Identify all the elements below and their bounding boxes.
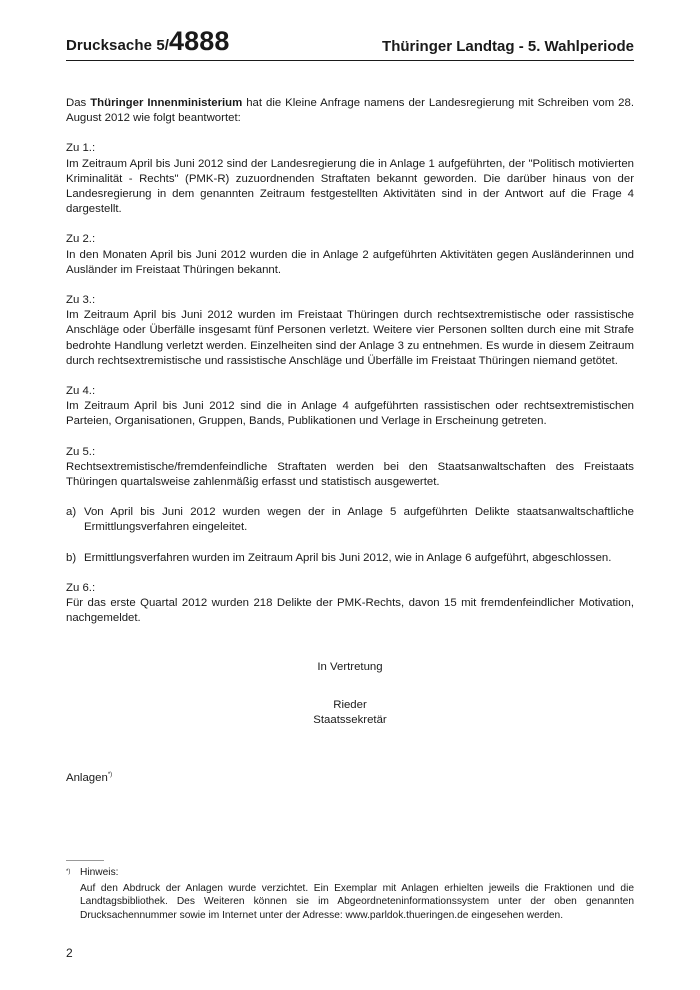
sub-item-a — [66, 505, 634, 535]
answer-6-heading: Zu 6.: — [66, 581, 96, 594]
intro-post: hat die Kleine Anfrage namens der Landesregierung mit Schreiben vom 28. August 2012 wie folgt beantwortet: — [66, 97, 634, 125]
document-number-value: 4888 — [169, 26, 230, 56]
attachments-note — [66, 772, 112, 784]
answer-3-heading: Zu 3.: — [66, 294, 96, 307]
document-number-prefix: Drucksache 5/ — [66, 37, 170, 54]
answer-3-text: Im Zeitraum April bis Juni 2012 wurden im Freistaat Thüringen durch rechtsextremistische oder rassistische Anschläge oder Überfälle insgesamt fünf Personen verletzt. Weitere vier Personen sollten durch eine mit Strafe bedrohte Handlung verletzt werden. Einzelheiten sind der Anlage 3 zu entnehmen. Es wurde in diesem Zeitraum durch rechtsextremistische und rassistische Anschläge und Überfälle im Freistaat Thüringen niemand getötet. — [66, 309, 634, 367]
signature-line: In Vertretung — [317, 661, 383, 673]
answer-4-text: Im Zeitraum April bis Juni 2012 sind die in Anlage 4 aufgeführten rassistischen oder rechtsextremistischen Parteien, Organisationen, Gruppen, Bands, Publikationen und Verlage in Erscheinung getreten. — [66, 400, 634, 428]
parliament-title: Thüringer Landtag - 5. Wahlperiode — [382, 38, 634, 55]
document-number — [66, 28, 230, 55]
document-body — [66, 96, 634, 626]
signature-block — [66, 660, 634, 729]
footnote-title: Hinweis: — [80, 867, 119, 878]
answer-2-heading: Zu 2.: — [66, 233, 96, 246]
answer-1-heading: Zu 1.: — [66, 142, 96, 155]
answer-2-text: In den Monaten April bis Juni 2012 wurden die in Anlage 2 aufgeführten Aktivitäten gegen Ausländerinnen und Ausländer im Freistaat Thüringen bekannt. — [66, 248, 634, 276]
attachments-label: Anlagen — [66, 772, 108, 784]
signatory-name: Rieder — [333, 699, 367, 712]
page-header — [66, 26, 634, 61]
footnote-text: Auf den Abdruck der Anlagen wurde verzichtet. Ein Exemplar mit Anlagen erhielten jeweils die Fraktionen und die Landtagsbibliothek. Des Weiteren können sie im Abgeordneteninformationssystem unter der oben genannten Drucksachennummer sowie im Internet unter der Adresse: www.parldok.thueringen.de eingesehen werden. — [80, 883, 634, 921]
answer-5-text: Rechtsextremistische/fremdenfeindliche Straftaten werden bei den Staatsanwaltschaften des Freistaats Thüringen quartalsweise zahlenmäßig erfasst und statistisch ausgewertet. — [66, 460, 634, 489]
intro-pre: Das — [66, 97, 91, 109]
answer-6-text: Für das erste Quartal 2012 wurden 218 Delikte der PMK-Rechts, davon 15 mit fremdenfeindlicher Motivation, nachgemeldet. — [66, 597, 634, 625]
answer-5-heading: Zu 5.: — [66, 445, 96, 458]
intro-ministry: Thüringer Innenministerium — [90, 97, 243, 109]
footnote-divider — [66, 860, 104, 861]
answer-4-heading: Zu 4.: — [66, 385, 96, 398]
intro-paragraph — [66, 96, 634, 126]
sub-item-a-text: Von April bis Juni 2012 wurden wegen der in Anlage 5 aufgeführten Delikte staatsanwaltschaftliche Ermittlungsverfahren eingeleitet. — [84, 506, 634, 534]
footnote — [66, 866, 634, 922]
attachments-marker: *) — [107, 772, 113, 778]
sub-item-b-mark: b) — [66, 551, 77, 564]
sub-item-b-text: Ermittlungsverfahren wurden im Zeitraum April bis Juni 2012, wie in Anlage 6 aufgeführt, abgeschlossen. — [84, 551, 612, 564]
answer-1-text: Im Zeitraum April bis Juni 2012 sind der Landesregierung die in Anlage 1 aufgeführten, der "Politisch motivierten Kriminalität - Rechts" (PMK-R) zuzuordnenden Straftaten bekannt geworden. Die darüber hinaus von der Landesregierung in dem genannten Zeitraum festgestellten Aktivitäten sind in der Antwort auf die Frage 4 dargestellt. — [66, 157, 634, 216]
signatory-role: Staatssekretär — [313, 714, 387, 727]
sub-item-a-mark: a) — [66, 506, 77, 519]
footnote-marker: *) — [66, 869, 71, 875]
page-number: 2 — [66, 946, 73, 960]
sub-item-b — [66, 551, 634, 566]
